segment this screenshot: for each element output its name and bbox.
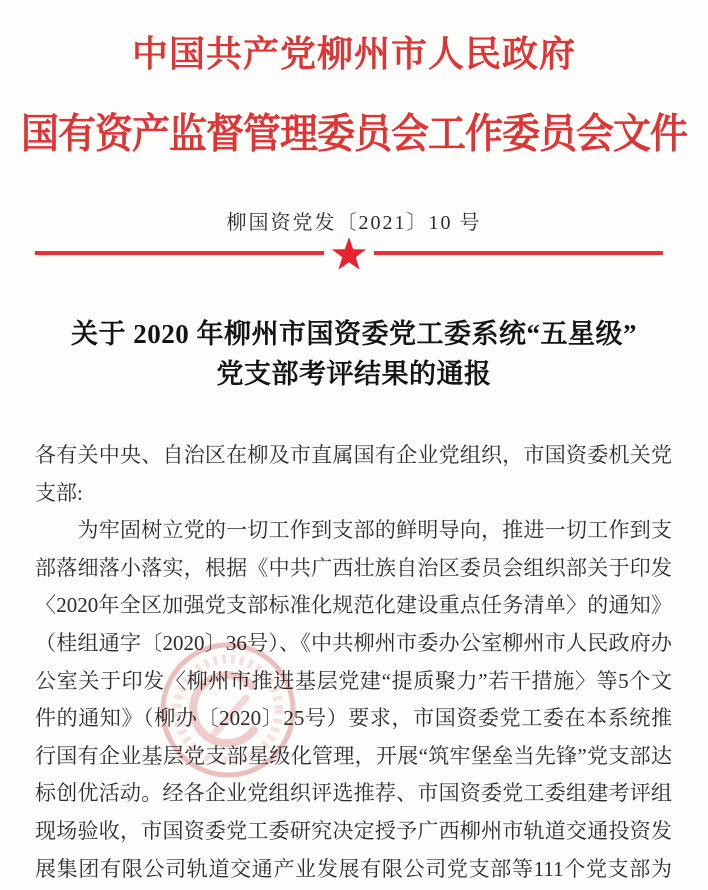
body-line: 展集团有限公司轨道交通产业发展有限公司党支部等111个党支部为 bbox=[35, 856, 672, 881]
body-line: 行国有企业基层党支部星级化管理，开展“筑牢堡垒当先锋”党支部达 bbox=[35, 743, 672, 768]
body-line: 〈2020年全区加强党支部标准化规范化建设重点任务清单〉的通知》 bbox=[35, 593, 672, 618]
document-number: 柳国资党发〔2021〕10 号 bbox=[226, 212, 482, 234]
body-line: 标创优活动。经各企业党组织评选推荐、市国资委党工委组建考评组 bbox=[35, 781, 672, 806]
body-line: 公室关于印发〈柳州市推进基层党建“提质聚力”若干措施〉等5个文 bbox=[35, 668, 672, 693]
issuing-org-line2: 国有资产监督管理委员会工作委员会文件 bbox=[20, 111, 687, 158]
document-title-line1: 关于 2020 年柳州市国资委党工委系统“五星级” bbox=[71, 319, 637, 349]
document-title bbox=[0, 314, 708, 394]
issuing-org-line1: 中国共产党柳州市人民政府 bbox=[131, 34, 576, 74]
body-line: 支部: bbox=[35, 480, 83, 505]
body-line: 部落细落小落实，根据《中共广西壮族自治区委员会组织部关于印发 bbox=[35, 555, 672, 580]
document-title-line2: 党支部考评结果的通报 bbox=[216, 359, 492, 389]
body-line: 各有关中央、自治区在柳及市直属国有企业党组织，市国资委机关党 bbox=[35, 443, 672, 467]
rule-left-segment bbox=[35, 251, 324, 255]
body-line: 件的通知》（柳办〔2020〕25号）要求，市国资委党工委在本系统推 bbox=[35, 706, 672, 731]
rule-right-segment bbox=[374, 251, 663, 255]
red-star-icon bbox=[331, 236, 367, 270]
red-separator-rule bbox=[35, 236, 663, 270]
body-line: （桂组通字〔2020〕36号）、《中共柳州市委办公室柳州市人民政府办 bbox=[35, 630, 672, 655]
body-text bbox=[35, 437, 672, 888]
body-line: 为牢固树立党的一切工作到支部的鲜明导向，推进一切工作到支 bbox=[35, 518, 672, 543]
body-line: 现场验收，市国资委党工委研究决定授予广西柳州市轨道交通投资发 bbox=[35, 818, 672, 843]
